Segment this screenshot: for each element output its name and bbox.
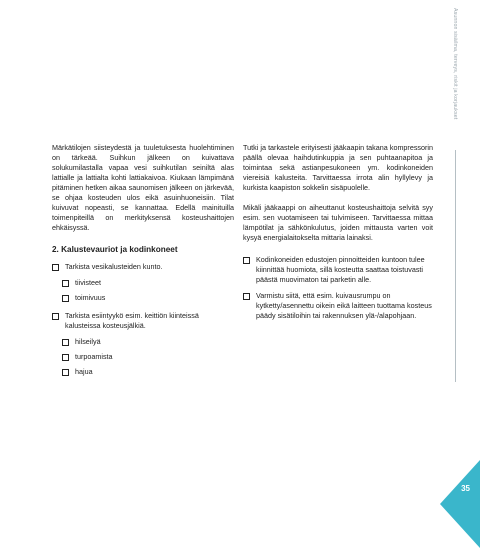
side-divider [455, 150, 456, 382]
left-column [52, 143, 234, 382]
checklist-subitem-label: turpoamista [75, 352, 113, 361]
checkbox-icon [243, 293, 250, 300]
checklist-subitem-label: tiivisteet [75, 278, 101, 287]
checklist-item-label: Varmistu siitä, että esim. kuivausrumpu on kytketty/asennettu oikein eikä laitteen tuottama kosteus päädy sisätiloihin tai rakennuksen ylä-/alapohjaan. [256, 291, 432, 320]
checklist-subitem [62, 352, 234, 362]
checklist-item-label: Tarkista esiintyykö esim. keittiön kiinteissä kalusteissa kosteusjälkiä. [65, 311, 199, 330]
checkbox-icon [243, 257, 250, 264]
checklist-subitem [62, 293, 234, 303]
checkbox-icon [62, 339, 69, 346]
checklist-item [243, 291, 433, 321]
checkbox-icon [62, 295, 69, 302]
checkbox-icon [62, 369, 69, 376]
side-running-title: Asunnon sisäilma, terveys, riskit ja korjaukset [452, 8, 458, 120]
checkbox-icon [62, 354, 69, 361]
checklist-subitem-label: toimivuus [75, 293, 106, 302]
paragraph: Tutki ja tarkastele erityisesti jääkaapin takana kompressorin päällä olevaa haihdutinkuppia ja sen puhtaanapitoa ja toimintaa sekä astianpesukoneen ym. kodinkoneiden viereisiä kalusteita. Tarvittaessa irrota alin hyllylevy ja kurkista kaapiston sokkelin sisäpuolelle. [243, 143, 433, 192]
checklist-item-label: Tarkista vesikalusteiden kunto. [65, 262, 163, 271]
intro-paragraph: Märkätilojen siisteydestä ja tuuletuksesta huolehtiminen on tärkeää. Suihkun jälkeen on kuivattava solukumilastalla vapaa vesi suihkutilan seiniltä alas lattialle ja lattialta kohti lattiakaivoa. Kiukaan lämpimänä pitäminen hetken aikaa saunomisen jälkeen on järkevää, se ohjaa kosteuden ulos eikä asuinhuoneisiin. Tilat kuivuvat nopeasti, se kannattaa. Edellä mainituilla toimenpiteillä on merkityksensä kosteushaittojen ehkäisyssä. [52, 143, 234, 232]
checklist-subitem-label: hilseilyä [75, 337, 101, 346]
checklist-subitem [62, 337, 234, 347]
paragraph: Mikäli jääkaappi on aiheuttanut kosteushaittoja selvitä syy esim. sen vuotamiseen tai tulvimiseen. Tarvittaessa mittaa lämpötilat ja sähkönkulutus, joiden mittausta varten voit kysyä energialaitokselta mittaria lainaksi. [243, 203, 433, 242]
checklist-subitem-label: hajua [75, 367, 93, 376]
checkbox-icon [62, 280, 69, 287]
page-number: 35 [461, 484, 470, 493]
checklist-item-label: Kodinkoneiden edustojen pinnoitteiden kuntoon tulee kiinnittää huomiota, sillä kosteutta saattaa toistuvasti päästä muovimaton tai parketin alle. [256, 255, 425, 284]
checklist-item [243, 255, 433, 285]
checklist-item [52, 262, 234, 272]
checkbox-icon [52, 313, 59, 320]
checklist-subitem [62, 278, 234, 288]
checklist-subitem [62, 367, 234, 377]
section-heading: 2. Kalustevauriot ja kodinkoneet [52, 245, 178, 254]
page-tab-triangle [440, 460, 480, 548]
checklist-item [52, 311, 234, 331]
right-column [243, 143, 433, 327]
checkbox-icon [52, 264, 59, 271]
